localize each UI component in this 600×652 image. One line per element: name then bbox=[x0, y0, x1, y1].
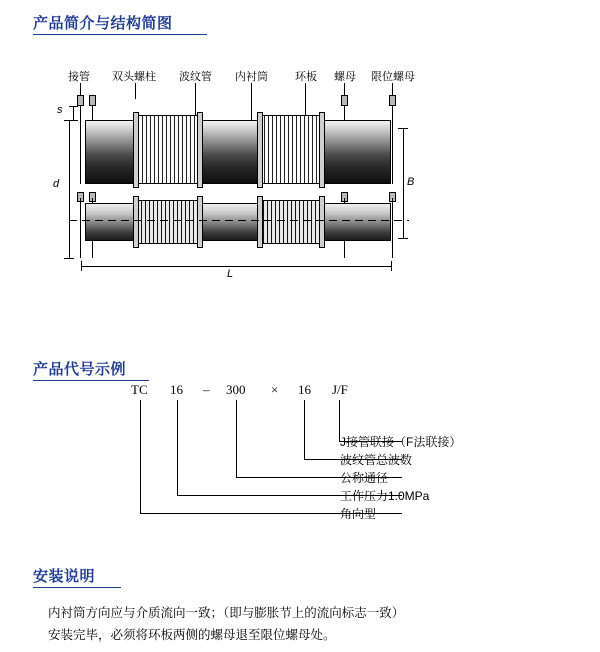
section-underline-code bbox=[33, 380, 149, 381]
code-token-5: 16 bbox=[298, 382, 311, 397]
code-leader-2 bbox=[236, 400, 237, 477]
tie-rod-bottom-left bbox=[80, 198, 81, 258]
tie-rod-bottom-right-2 bbox=[392, 198, 393, 258]
leader-line-1 bbox=[135, 83, 136, 99]
leader-line-4 bbox=[305, 83, 306, 119]
code-description-4: 角向型 bbox=[340, 507, 377, 521]
section-ring-mid-right bbox=[257, 196, 263, 248]
section-ring-mid-left bbox=[197, 196, 203, 248]
section-title-install: 安装说明 bbox=[33, 568, 96, 585]
code-token-2: – bbox=[203, 382, 210, 397]
pipe-left-section bbox=[85, 120, 137, 184]
callout-label-2: 波纹管 bbox=[179, 71, 212, 83]
pipe-right-section bbox=[321, 120, 391, 184]
code-description-2: 公称通径 bbox=[340, 471, 389, 485]
callout-label-0: 接管 bbox=[68, 71, 90, 83]
callout-label-3: 内衬筒 bbox=[235, 71, 268, 83]
code-token-0: TC bbox=[131, 382, 148, 397]
dimension-tick-d-bottom bbox=[64, 258, 74, 259]
dimension-label-B: B bbox=[407, 176, 415, 188]
code-description-1: 波纹管总波数 bbox=[340, 453, 413, 467]
ring-plate-right bbox=[319, 112, 325, 188]
bolt-top-right-2 bbox=[389, 95, 396, 106]
section-pipe-left bbox=[85, 203, 137, 241]
leader-line-2 bbox=[195, 83, 196, 119]
ring-plate-mid-left bbox=[197, 112, 203, 188]
code-token-4: × bbox=[271, 382, 279, 397]
dimension-line-B bbox=[403, 128, 404, 238]
installation-line-0: 内衬筒方向应与介质流向一致；（即与膨胀节上的流向标志一致） bbox=[48, 606, 405, 620]
dimension-line-L bbox=[81, 266, 391, 267]
section-bellows-right bbox=[259, 200, 321, 244]
dimension-tick-B-bottom bbox=[398, 238, 408, 239]
dimension-tick-s-top bbox=[69, 106, 78, 107]
section-ring-right bbox=[319, 196, 325, 248]
dimension-line-d bbox=[69, 120, 70, 258]
bellows-right bbox=[259, 115, 321, 184]
dimension-line-s bbox=[73, 106, 74, 120]
section-liner bbox=[199, 203, 259, 241]
dimension-label-d: d bbox=[53, 178, 60, 190]
ring-plate-mid-right bbox=[257, 112, 263, 188]
bellows-left bbox=[137, 115, 199, 184]
dimension-label-s: s bbox=[57, 104, 63, 116]
code-leader-1 bbox=[177, 400, 178, 495]
center-line bbox=[69, 220, 409, 221]
code-token-3: 300 bbox=[226, 382, 246, 397]
section-bellows-left bbox=[137, 200, 199, 244]
product-code-diagram bbox=[100, 382, 540, 532]
code-token-6: J/F bbox=[332, 382, 348, 397]
bolt-top-left bbox=[77, 95, 84, 106]
ring-plate-left bbox=[133, 112, 139, 188]
section-title-structure: 产品简介与结构简图 bbox=[33, 15, 173, 32]
liner-section bbox=[199, 120, 259, 184]
tie-rod-left bbox=[80, 106, 81, 184]
callout-label-1: 双头螺柱 bbox=[112, 71, 156, 83]
code-description-0: J接管联接（F法联接） bbox=[340, 435, 462, 449]
code-description-3: 工作压力1.0MPa bbox=[340, 489, 430, 503]
dimension-tick-L-right bbox=[391, 261, 392, 271]
code-token-1: 16 bbox=[170, 382, 183, 397]
bolt-top-right bbox=[341, 95, 348, 106]
tie-rod-right-2 bbox=[392, 106, 393, 184]
dimension-tick-B-top bbox=[398, 128, 408, 129]
section-underline-structure bbox=[33, 34, 207, 35]
callout-label-5: 螺母 bbox=[334, 71, 356, 83]
section-ring-left bbox=[133, 196, 139, 248]
installation-line-1: 安装完毕，必须将环板两侧的螺母退至限位螺母处。 bbox=[48, 628, 336, 642]
section-underline-install bbox=[33, 587, 121, 588]
structure-diagram bbox=[55, 68, 525, 283]
section-title-code: 产品代号示例 bbox=[33, 361, 127, 378]
callout-label-4: 环板 bbox=[295, 71, 317, 83]
dimension-label-L: L bbox=[227, 268, 234, 280]
bolt-top-left-2 bbox=[89, 95, 96, 106]
section-pipe-right bbox=[321, 203, 391, 241]
code-leader-3 bbox=[304, 400, 305, 459]
dimension-tick-d-top bbox=[64, 120, 74, 121]
code-leader-0 bbox=[140, 400, 141, 513]
callout-label-6: 限位螺母 bbox=[371, 71, 415, 83]
dimension-tick-L-left bbox=[81, 261, 82, 271]
